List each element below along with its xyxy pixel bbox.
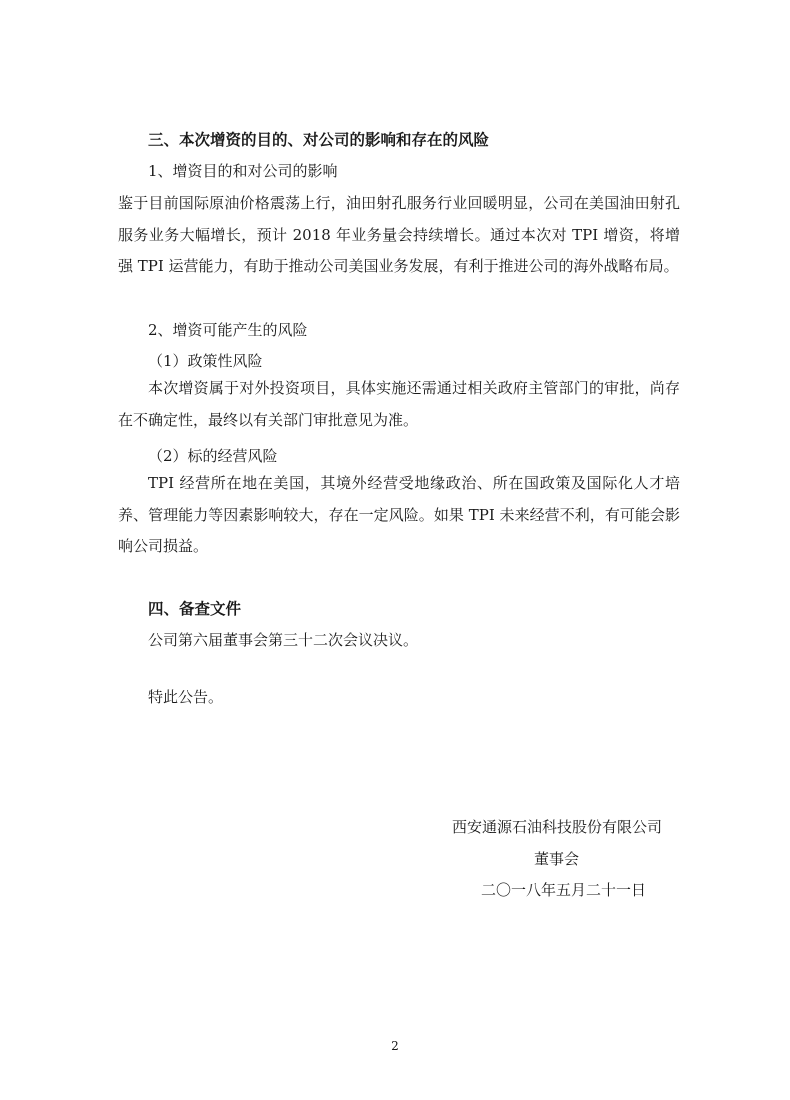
page-number: 2 — [391, 1039, 399, 1053]
section-4-heading: 四、备查文件 — [148, 599, 242, 618]
signature-board: 董事会 — [534, 850, 580, 868]
risk-1-title: （1）政策性风险 — [148, 352, 263, 370]
subsection-1-text: 鉴于目前国际原油价格震荡上行，油田射孔服务行业回暖明显，公司在美国油田射孔服务业务大幅增长，预计 2018 年业务量会持续增长。通过本次对 TPI 增资，将增强 TPI 运营能力，有助于推动公司美国业务发展，有利于推进公司的海外战略布局。 — [118, 194, 680, 275]
risk-2-paragraph: TPI 经营所在地在美国，其境外经营受地缘政治、所在国政策及国际化人才培养、管理能力等因素影响较大，存在一定风险。如果 TPI 未来经营不利，有可能会影响公司损益。 — [118, 474, 680, 555]
section-4-item: 公司第六届董事会第三十二次会议决议。 — [148, 631, 419, 649]
section-3-heading: 三、本次增资的目的、对公司的影响和存在的风险 — [148, 130, 490, 149]
subsection-2-title: 2、增资可能产生的风险 — [148, 321, 308, 339]
signature-company: 西安通源石油科技股份有限公司 — [452, 818, 663, 836]
closing-text: 特此公告。 — [148, 688, 224, 706]
risk-1-paragraph: 本次增资属于对外投资项目，具体实施还需通过相关政府主管部门的审批，尚存在不确定性，最终以有关部门审批意见为准。 — [118, 379, 680, 429]
signature-date: 二〇一八年五月二十一日 — [481, 881, 647, 899]
risk-2-title: （2）标的经营风险 — [148, 447, 278, 465]
subsection-1-paragraph — [118, 157, 680, 283]
subsection-1-title: 1、增资目的和对公司的影响 — [148, 162, 338, 180]
